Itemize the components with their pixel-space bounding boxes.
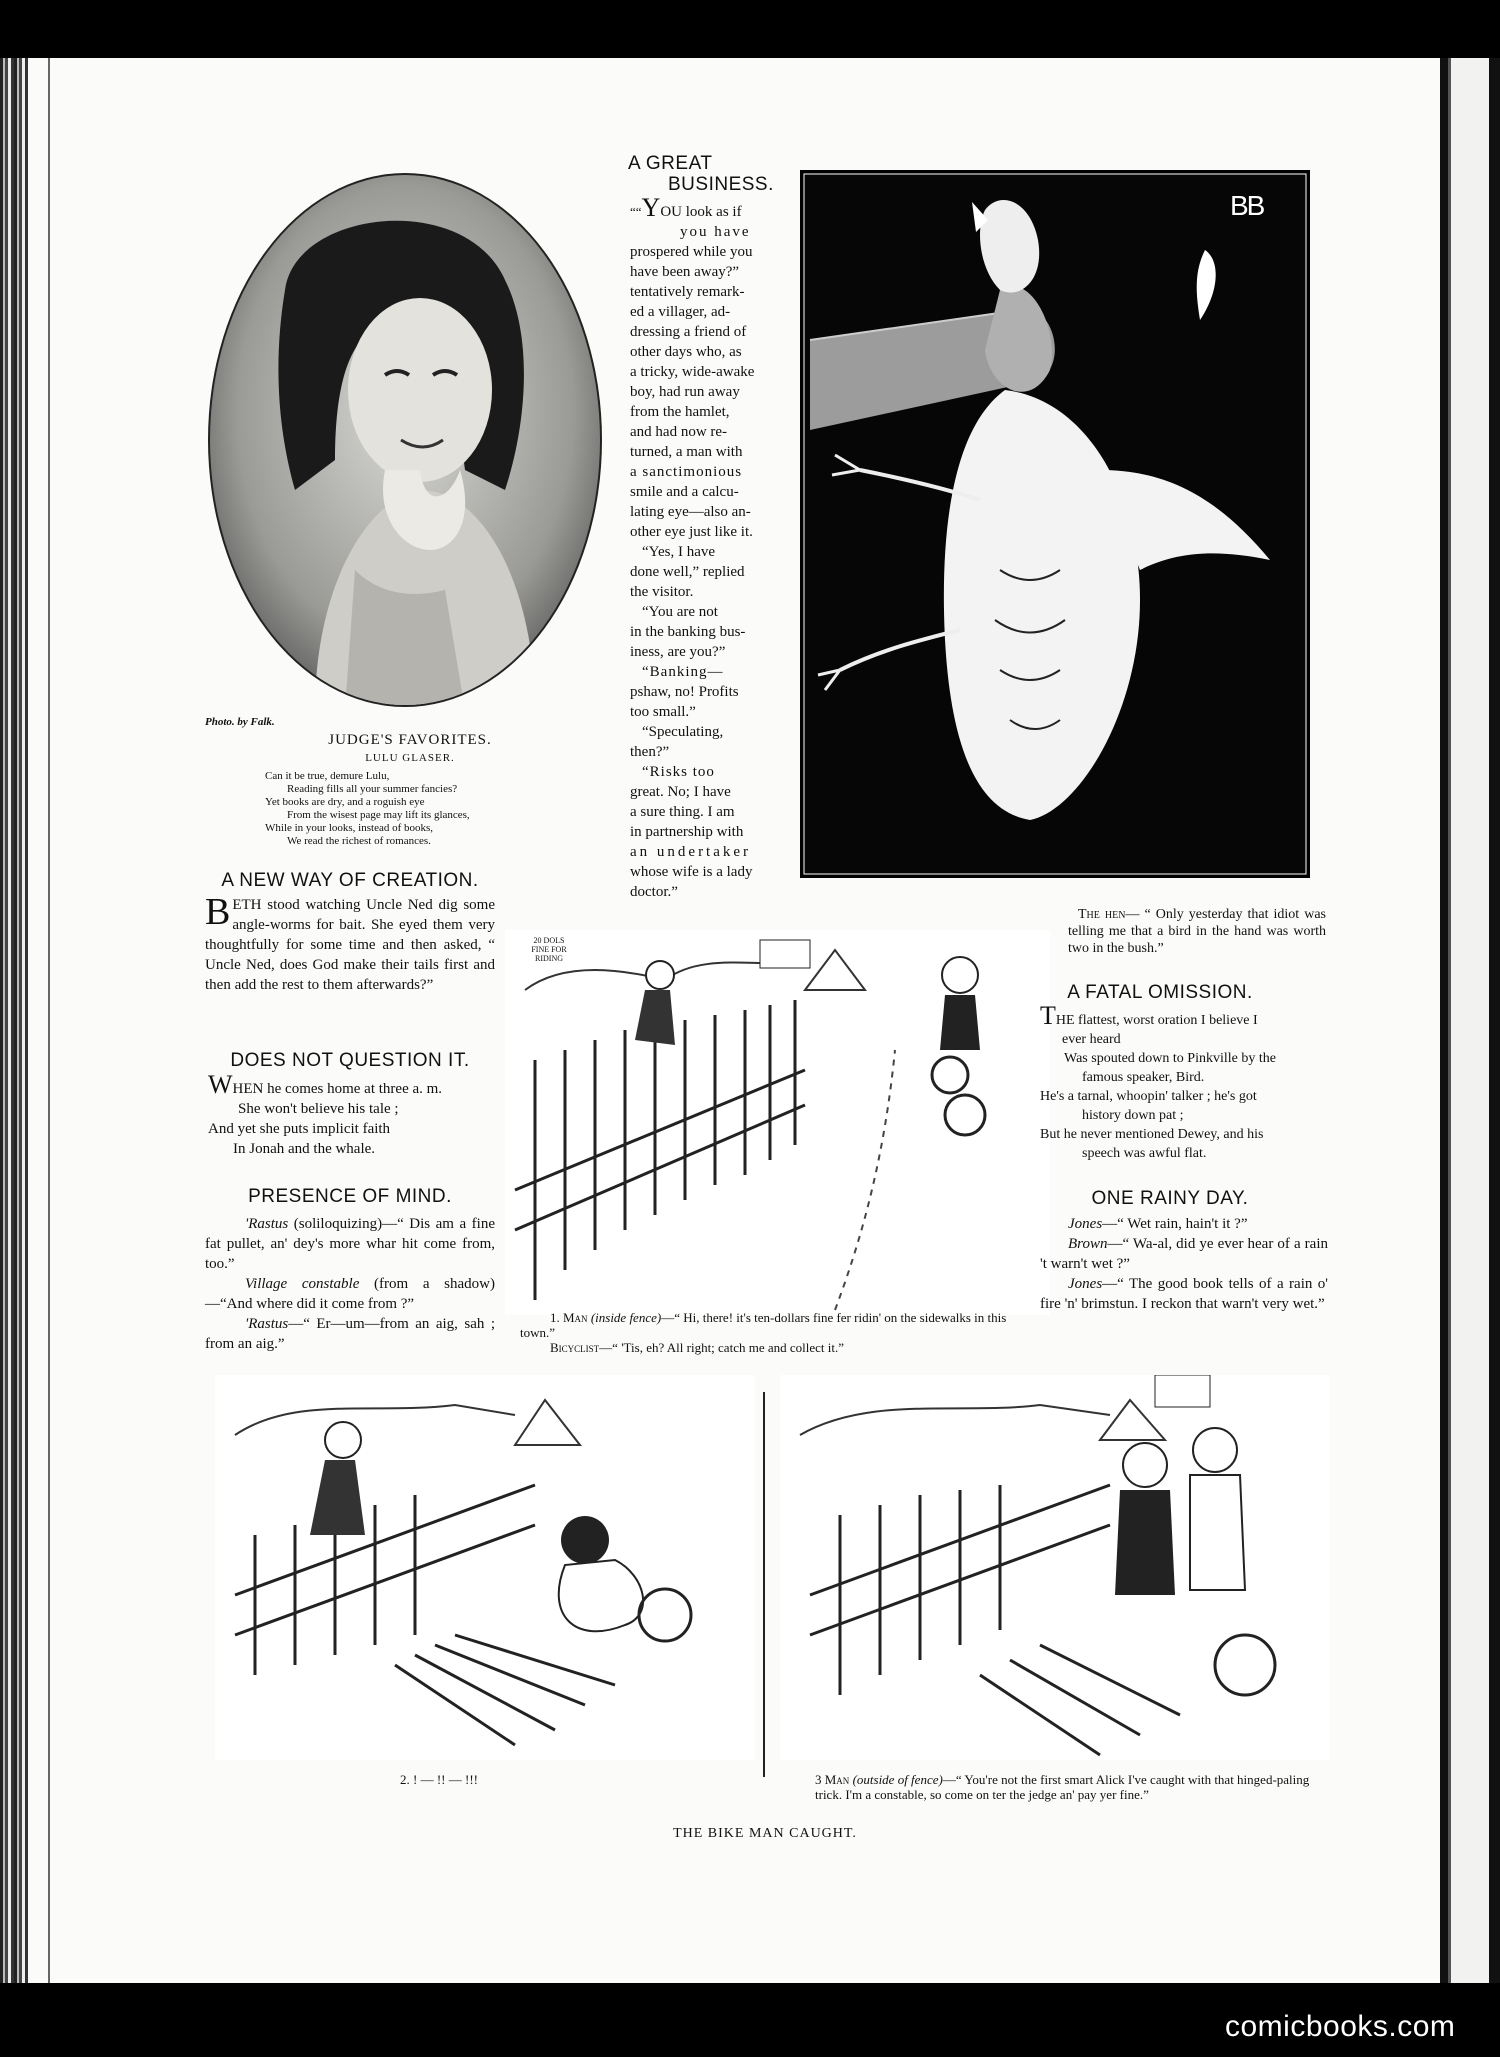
story-line: whose wife is a lady xyxy=(630,864,753,880)
caption-text: —“ 'Tis, eh? All right; catch me and collect it.” xyxy=(599,1340,845,1355)
story-line: from the hamlet, xyxy=(630,404,730,420)
verse-line: ever heard xyxy=(1062,1032,1121,1047)
stage-note: (outside of fence) xyxy=(852,1772,943,1787)
hen-illustration xyxy=(800,170,1310,878)
fine-sign: 20 DOLS FINE FOR RIDING xyxy=(531,936,567,963)
verse-line: He's a tarnal, whoopin' talker ; he's got xyxy=(1040,1089,1257,1104)
portrait-verse xyxy=(265,770,565,848)
story-line: pshaw, no! Profits xyxy=(630,684,739,700)
caption-text: — “ Only yesterday that idiot was telling me that a bird in the hand was worth two in the bush.” xyxy=(1068,907,1327,956)
speaker: Jones xyxy=(1068,1216,1103,1232)
caption-text: —“ Hi, there! it's ten-dollars fine fer ridin' on the sidewalks in this town.” xyxy=(520,1310,1007,1340)
story-line: lating eye—also an- xyxy=(630,504,751,520)
story-line: iness, are you?” xyxy=(630,644,726,660)
new-way-title: A NEW WAY OF CREATION. xyxy=(221,870,479,891)
line-text: (soliloquizing)—“ Dis am a fine fat pullet, an' dey's more whar hit come from, too.” xyxy=(205,1216,495,1272)
comic-caption-2: 2. ! — !! — !!! xyxy=(400,1772,478,1787)
story-line: a sure thing. I am xyxy=(630,804,735,820)
story-line: “You are not xyxy=(642,604,718,620)
stage-note: (inside fence) xyxy=(590,1310,662,1325)
speaker: 'Rastus xyxy=(245,1216,289,1232)
speaker: 'Rastus xyxy=(245,1316,289,1332)
open-quote: ““ xyxy=(630,204,642,219)
comic-panel-3 xyxy=(780,1375,1330,1760)
story-line: boy, had run away xyxy=(630,384,740,400)
story-line: other eye just like it. xyxy=(630,524,753,540)
story-line: other days who, as xyxy=(630,344,742,360)
panel-number: 1. xyxy=(550,1310,560,1325)
line-text: —“ The good book tells of a rain o' fire 'n' brimstun. I reckon that warn't very wet.” xyxy=(1040,1276,1328,1312)
presence-story xyxy=(205,1214,495,1354)
comic-panel-2 xyxy=(215,1375,755,1760)
story-line: “Yes, I have xyxy=(642,544,716,560)
line-text: —“ Er—um—from an aig, sah ; from an aig.” xyxy=(205,1316,495,1352)
story-line: “Speculating, xyxy=(642,724,724,740)
comic-panel-1 xyxy=(505,930,1050,1315)
portrait-photo xyxy=(205,170,605,710)
speaker: Bicyclist xyxy=(550,1340,600,1355)
hen-caption xyxy=(1068,906,1326,957)
site-watermark: comicbooks.com xyxy=(1225,2010,1456,2043)
story-line: a tricky, wide-awake xyxy=(630,364,755,380)
drop-cap: Y xyxy=(641,193,661,222)
presence-title: PRESENCE OF MIND. xyxy=(248,1186,452,1207)
not-question-title: DOES NOT QUESTION IT. xyxy=(230,1050,470,1071)
great-business-title-1: A GREAT xyxy=(628,153,713,174)
speaker: Brown xyxy=(1068,1236,1108,1252)
story-line: done well,” replied xyxy=(630,564,745,580)
artist-monogram: BB xyxy=(1230,190,1264,221)
speaker: Village constable xyxy=(245,1276,360,1292)
comic-caption-1 xyxy=(520,1310,1020,1355)
verse-line: Reading fills all your summer fancies? xyxy=(287,783,458,795)
panel-divider xyxy=(763,1392,765,1777)
story-line: in partnership with xyxy=(630,824,744,840)
not-question-verse xyxy=(208,1070,498,1159)
verse-line: Yet books are dry, and a roguish eye xyxy=(265,796,425,808)
story-line: tentatively remark- xyxy=(630,284,745,300)
story-line: too small.” xyxy=(630,704,696,720)
story-line: you have xyxy=(680,224,751,240)
verse-line: And yet she puts implicit faith xyxy=(208,1121,391,1137)
gutter-rule xyxy=(48,58,50,1983)
verse-line: But he never mentioned Dewey, and his xyxy=(1040,1127,1264,1142)
verse-line: HE flattest, worst oration I believe I xyxy=(1055,1013,1258,1028)
verse-line: We read the richest of romances. xyxy=(287,835,431,847)
story-line: prospered while you xyxy=(630,244,753,260)
portrait-title: JUDGE'S FAVORITES. xyxy=(328,732,492,748)
story-line: ed a villager, ad- xyxy=(630,304,731,320)
comic-title: THE BIKE MAN CAUGHT. xyxy=(673,1826,857,1841)
new-way-story xyxy=(205,891,495,995)
story-line: great. No; I have xyxy=(630,784,731,800)
story-line: have been away?” xyxy=(630,264,740,280)
fatal-title: A FATAL OMISSION. xyxy=(1067,982,1253,1003)
verse-line: Was spouted down to Pinkville by the xyxy=(1064,1051,1276,1066)
verse-line: speech was awful flat. xyxy=(1082,1146,1207,1161)
story-line: smile and a calcu- xyxy=(630,484,739,500)
story-line: “Banking— xyxy=(642,664,724,680)
panel-number: 3 xyxy=(815,1772,822,1787)
story-line: the visitor. xyxy=(630,584,694,600)
verse-line: While in your looks, instead of books, xyxy=(265,822,434,834)
photo-credit: Photo. by Falk. xyxy=(205,716,275,728)
caption-text: —“ You're not the first smart Alick I've caught with that hinged-paling trick. I'm a constable, so come on ter the jedge an' pay yer fine.” xyxy=(815,1772,1310,1802)
portrait-subject: LULU GLASER. xyxy=(365,752,455,764)
story-line: then?” xyxy=(630,744,670,760)
story-line: dressing a friend of xyxy=(630,324,747,340)
fatal-verse xyxy=(1040,1001,1330,1163)
verse-line: HEN he comes home at three a. m. xyxy=(232,1081,443,1097)
verse-line: Can it be true, demure Lulu, xyxy=(265,770,390,782)
verse-line: She won't believe his tale ; xyxy=(238,1101,399,1117)
line-text: —“ Wa-al, did ye ever hear of a rain 't warn't wet ?” xyxy=(1040,1236,1328,1272)
verse-line: From the wisest page may lift its glances, xyxy=(287,809,470,821)
drop-cap: B xyxy=(205,891,231,933)
facing-page-edge xyxy=(1440,58,1500,1983)
story-line: OU look as if xyxy=(660,204,742,220)
verse-line: history down pat ; xyxy=(1082,1108,1184,1123)
rainy-title: ONE RAINY DAY. xyxy=(1091,1188,1249,1209)
verse-line: In Jonah and the whale. xyxy=(233,1141,376,1157)
line-text: (from a shadow) —“And where did it come from ?” xyxy=(205,1276,496,1312)
great-business-story xyxy=(630,193,778,902)
verse-line: famous speaker, Bird. xyxy=(1082,1070,1205,1085)
story-line: a sanctimonious xyxy=(630,464,743,480)
story-line: in the banking bus- xyxy=(630,624,746,640)
rainy-story xyxy=(1040,1214,1328,1314)
drop-cap: T xyxy=(1040,1001,1056,1030)
story-line: turned, a man with xyxy=(630,444,743,460)
comic-caption-3 xyxy=(815,1772,1325,1802)
story-text: ETH stood watching Uncle Ned dig some angle-worms for bait. She eyed them very thoughtfully for some time and then asked, “ Uncle Ned, does God make their tails first and then add the rest to them afterwards?” xyxy=(205,897,495,993)
speaker: Man xyxy=(563,1310,588,1325)
caption-speaker: The hen xyxy=(1078,907,1126,922)
story-line: “Risks too xyxy=(642,764,715,780)
speaker: Man xyxy=(824,1772,850,1787)
line-text: —“ Wet rain, hain't it ?” xyxy=(1102,1216,1248,1232)
story-line: an undertaker xyxy=(630,844,752,860)
story-line: doctor.” xyxy=(630,884,678,900)
drop-cap: W xyxy=(208,1070,233,1099)
story-line: and had now re- xyxy=(630,424,728,440)
speaker: Jones xyxy=(1068,1276,1103,1292)
great-business-title-2: BUSINESS. xyxy=(668,174,774,195)
